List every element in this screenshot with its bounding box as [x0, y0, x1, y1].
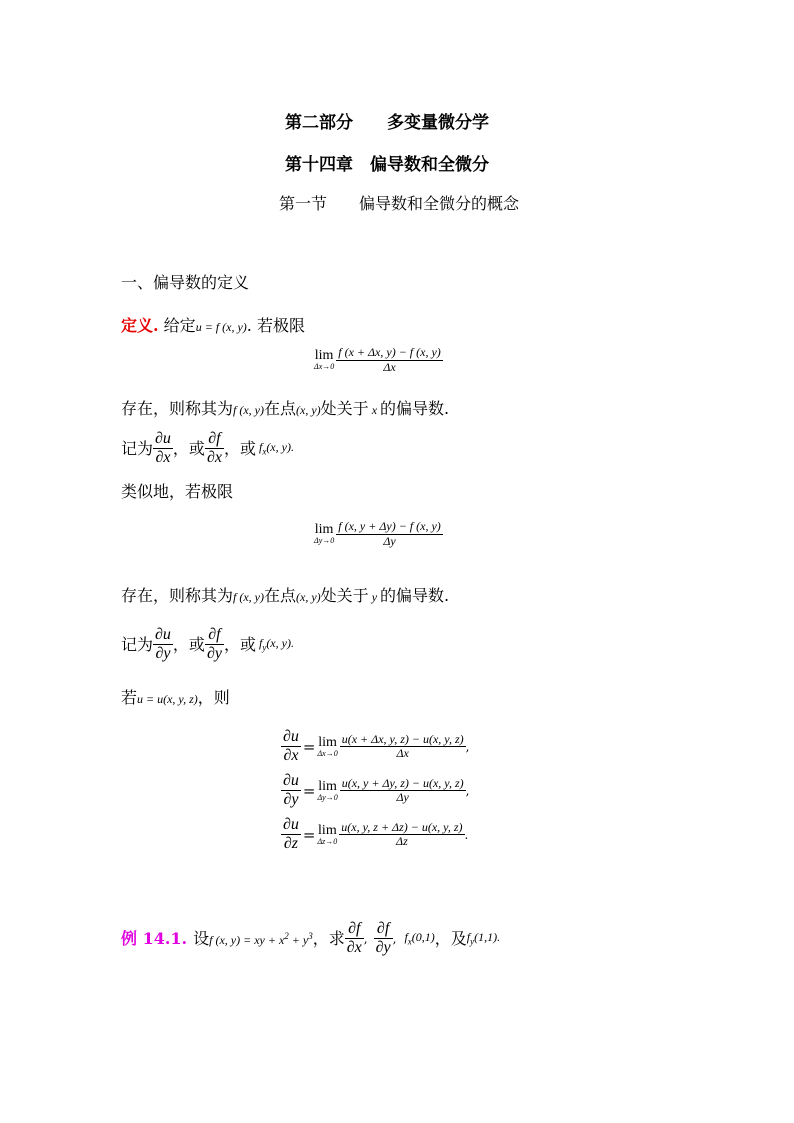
- example-label: 例 14.1.: [121, 928, 188, 948]
- exists-y-line: 存在，则称其为f (x, y)在点(x, y)处关于 y 的偏导数.: [121, 586, 450, 605]
- example-function: f (x, y) = xy + $x^2 + y^3$: [209, 930, 313, 947]
- part-heading: 第二部分 多变量微分学: [285, 113, 489, 133]
- exists-x-line: 存在，则称其为f (x, y)在点(x, y)处关于 x 的偏导数.: [121, 399, 450, 418]
- definition-label: 定义.: [121, 316, 159, 335]
- section-heading: 第一节 偏导数和全微分的概念: [279, 194, 520, 213]
- chapter-heading: 第十四章 偏导数和全微分: [285, 155, 489, 175]
- du-dx-fraction: $\frac{\partial u}{\partial x}$: [155, 430, 171, 467]
- notation-x-line: 记为 $\frac{\partial u}{\partial x}$ ，或 $\frac{\partial f}{\partial x}$ ，或 $f_x(x$, y).: [121, 430, 294, 467]
- limit-x-formula: [314, 346, 443, 375]
- example-line: 例 14.1. 设 f (x, y) = xy + $x^2 + y^3$ ，求 $\frac{\partial f}{\partial x}$ , $\frac{\partial f}{\partial y}$ , $f_x(0,1)$ ，及 $f_y(1,1)$.: [121, 920, 501, 957]
- three-var-line: 若u = u(x, y, z)，则: [121, 688, 230, 707]
- partial-eq-z: $\frac{\partial u}{\partial z}$ = lim Δz→0 $\frac{u(x, y, z + \Delta z) - u(x, y, z)}{\Delta z}$ .: [283, 816, 469, 853]
- du-dy-fraction: $\frac{\partial u}{\partial y}$: [155, 626, 171, 663]
- limit-x-fraction: [336, 346, 443, 375]
- section-one-title: 一、偏导数的定义: [121, 273, 250, 292]
- df-dx-fraction: $\frac{\partial f}{\partial x}$: [206, 430, 222, 467]
- similarly-line: 类似地，若极限: [121, 482, 234, 501]
- limit-x-denominator: Δx: [383, 359, 396, 374]
- partial-eq-x: $\frac{\partial u}{\partial x}$ = lim Δx→0 $\frac{u(x + \Delta x, y, z) - u(x, y, z)}{\Delta x}$ ,: [283, 728, 470, 765]
- definition-text-a: 给定: [163, 316, 196, 335]
- limit-operator: lim Δx→0: [314, 348, 335, 372]
- notation-y-line: 记为 $\frac{\partial u}{\partial y}$ ，或 $\frac{\partial f}{\partial y}$ ，或 $f_y(x$, y).: [121, 626, 294, 663]
- definition-formula: u = f (x, y): [195, 320, 247, 334]
- partial-eq-y: $\frac{\partial u}{\partial y}$ = lim Δy→0 $\frac{u(x, y + \Delta y, z) - u(x, y, z)}{\Delta y}$ ,: [283, 772, 470, 809]
- limit-y-formula: lim Δy→0 $\frac{f (x, y + \Delta y) - f (x, y)}{\Delta y}$: [314, 519, 441, 548]
- definition-line: [121, 318, 305, 334]
- limit-x-numerator: f (x + Δx, y) − f (x, y): [338, 345, 441, 359]
- df-dy-fraction: $\frac{\partial f}{\partial y}$: [206, 626, 222, 663]
- definition-text-b: . 若极限: [246, 316, 305, 335]
- limit-y-fraction: $\frac{f (x, y + \Delta y) - f (x, y)}{\Delta y}$: [338, 519, 441, 548]
